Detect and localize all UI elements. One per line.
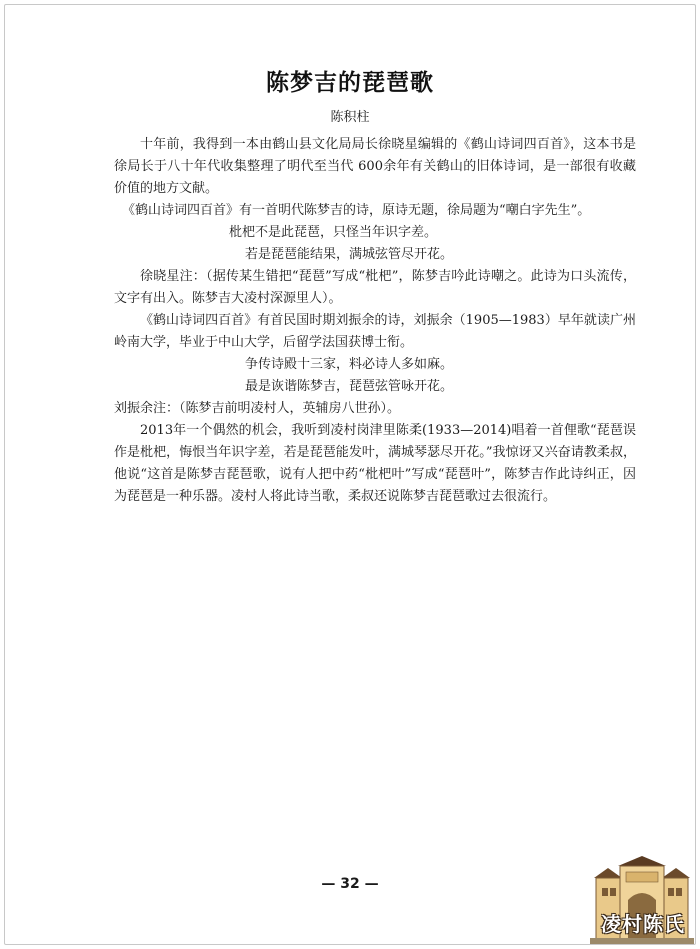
paragraph: 《鹤山诗词四百首》有首民国时期刘振余的诗，刘振余（1905—1983）早年就读广州岭南大学，毕业于中山大学，后留学法国获博士衔。: [114, 313, 636, 350]
poem-line: 枇杷不是此琵琶，只怪当年识字差。: [229, 225, 438, 240]
page-number: — 32 —: [321, 876, 379, 892]
article-body: [114, 134, 636, 508]
annotation-paragraph: 徐晓星注：（据传某生错把“琵琶”写成“枇杷”，陈梦吉吟此诗嘲之。此诗为口头流传，文字有出入。陈梦吉大凌村深源里人）。: [114, 269, 636, 306]
paragraph: 2013年一个偶然的机会，我听到凌村岗津里陈柔(1933—2014)唱着一首俚歌“琵琶误作是枇杷，悔恨当年识字差，若是琵琶能发叶，满城琴瑟尽开花。”我惊讶又兴奋请教柔叔，他说“这首是陈梦吉琵琶歌，说有人把中药“枇杷叶”写成“琵琶叶”，陈梦吉作此诗纠正，因为琵琶是一种乐器。凌村人将此诗当歌，柔叔还说陈梦吉琵琶歌过去很流行。: [114, 423, 636, 504]
paragraph: 《鹤山诗词四百首》有一首明代陈梦吉的诗，原诗无题，徐局题为“嘲白字先生”。: [122, 203, 591, 218]
poem-line: 争传诗殿十三家，料必诗人多如麻。: [245, 357, 454, 372]
poem-line: 若是琵琶能结果，满城弦管尽开花。: [245, 247, 454, 262]
logo-lettering: 凌村陈氏: [601, 912, 685, 936]
article-title: 陈梦吉的琵琶歌: [266, 70, 434, 96]
annotation-paragraph: 刘振余注：（陈梦吉前明凌村人，英辅房八世孙）。: [114, 401, 401, 416]
poem-line: 最是诙谐陈梦吉，琵琶弦管咏开花。: [245, 379, 454, 394]
article-author: 陈积柱: [330, 110, 370, 125]
paragraph: 十年前，我得到一本由鹤山县文化局局长徐晓星编辑的《鹤山诗词四百首》，这本书是徐局长于八十年代收集整理了明代至当代 600余年有关鹤山的旧体诗词，是一部很有收藏价值的地方文献。: [114, 137, 636, 196]
